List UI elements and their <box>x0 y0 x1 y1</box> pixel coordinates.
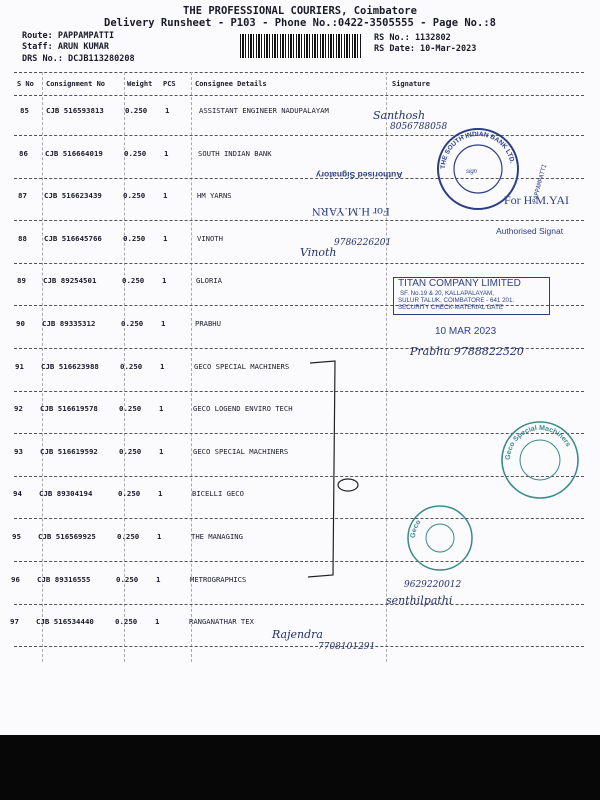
row-consignee: SOUTH INDIAN BANK <box>198 149 272 158</box>
table-header-rule <box>14 95 584 96</box>
row-pcs: 1 <box>159 404 164 413</box>
row-pcs: 1 <box>163 191 168 200</box>
row-rule <box>14 263 584 264</box>
row-consignee: HM YARNS <box>197 191 232 200</box>
row-pcs: 1 <box>157 532 162 541</box>
col-weight: Weight <box>127 80 153 88</box>
table-top-rule <box>14 72 584 73</box>
row-pcs: 1 <box>165 106 170 115</box>
row-rule <box>14 518 584 519</box>
row-rule <box>14 646 584 647</box>
row-pcs: 1 <box>155 617 160 626</box>
titan-name: TITAN COMPANY LIMITED <box>398 278 521 289</box>
row-consignment: CJB 89304194 <box>39 489 93 498</box>
row-sno: 85 <box>20 106 29 115</box>
row-rule <box>14 220 584 221</box>
row-pcs: 1 <box>156 575 161 584</box>
row-sno: 94 <box>13 489 22 498</box>
row-weight: 0.250 <box>120 362 143 371</box>
col-consignment: Consignment No <box>46 80 106 88</box>
row-consignment: CJB 516619578 <box>40 404 98 413</box>
row-consignment: CJB 516623439 <box>44 191 102 200</box>
row-rule <box>14 391 584 392</box>
geco-seal-text: Geco Special Machiners <box>504 424 572 461</box>
row-consignment: CJB 516664019 <box>45 149 103 158</box>
row-consignee: THE MANAGING <box>191 532 243 541</box>
row-weight: 0.250 <box>123 191 146 200</box>
bank-branch: PAPPAMPATTI <box>531 163 549 204</box>
bracket-mark <box>300 355 360 585</box>
bank-seal-text: THE SOUTH INDIAN BANK LTD. <box>439 130 516 170</box>
barcode <box>240 34 362 58</box>
row-sno: 95 <box>12 532 21 541</box>
row-consignee: GECO SPECIAL MACHINERS <box>194 362 290 371</box>
company-title: THE PROFESSIONAL COURIERS, Coimbatore <box>183 5 417 17</box>
row-pcs: 1 <box>160 362 165 371</box>
row-consignment: CJB 516645766 <box>44 234 102 243</box>
drs-number: DRS No.: DCJB113280208 <box>22 54 135 64</box>
staff-label: Staff: ARUN KUMAR <box>22 42 109 52</box>
row-pcs: 1 <box>161 319 166 328</box>
row-sno: 91 <box>15 362 24 371</box>
row-rule <box>14 604 584 605</box>
hm-yarn-stamp-inverted: For H.M.YARN <box>312 205 390 219</box>
row-sno: 92 <box>14 404 23 413</box>
row-pcs: 1 <box>158 489 163 498</box>
row-consignee: BICELLI GECO <box>192 489 244 498</box>
row-consignee: ASSISTANT ENGINEER NADUPALAYAM <box>199 106 329 115</box>
signature-88-name: Vinoth <box>300 246 337 259</box>
hm-yarn-authorised: Authorised Signat <box>496 226 564 236</box>
row-sno: 87 <box>18 191 27 200</box>
col-sno: S No <box>17 80 34 88</box>
signature-96-phone: 9629220012 <box>404 580 462 590</box>
signature-90: Prabhu 9788822520 <box>410 345 524 358</box>
row-pcs: 1 <box>159 447 164 456</box>
row-consignment: CJB 89316555 <box>37 575 91 584</box>
signature-96-name: senthilpathi <box>386 594 453 607</box>
row-consignee: GECO SPECIAL MACHINERS <box>193 447 289 456</box>
row-sno: 86 <box>19 149 28 158</box>
table-row <box>0 106 600 118</box>
runsheet-title: Delivery Runsheet - P103 - Phone No.:0422-3505555 - Page No.:8 <box>104 17 496 29</box>
bank-authorised-signatory: Authorised Signatory <box>316 170 403 180</box>
col-consignee: Consignee Details <box>195 80 267 88</box>
bank-seal-signature: sign <box>466 169 478 175</box>
hm-yarn-stamp: For H.M.YAI <box>504 193 570 207</box>
row-weight: 0.250 <box>119 447 142 456</box>
signature-97-phone: 7708101291 <box>318 642 376 652</box>
row-pcs: 1 <box>162 276 167 285</box>
svg-text:Geco Special Machiners <box>505 425 572 460</box>
titan-address-1: SF. No.19 & 20, KALLAPALAYAM, <box>400 290 494 297</box>
signature-88-phone: 9786226201 <box>334 238 392 248</box>
row-weight: 0.250 <box>125 106 148 115</box>
row-sno: 90 <box>16 319 25 328</box>
row-consignee: GLORIA <box>196 276 222 285</box>
row-weight: 0.250 <box>121 319 144 328</box>
row-sno: 88 <box>18 234 27 243</box>
row-weight: 0.250 <box>119 404 142 413</box>
row-consignee: METROGRAPHICS <box>190 575 247 584</box>
row-weight: 0.250 <box>118 489 141 498</box>
geco-seal-stamp-2 <box>402 500 478 576</box>
row-weight: 0.250 <box>115 617 138 626</box>
col-signature: Signature <box>392 80 430 88</box>
titan-address-3: SECURITY CHECK-MATERIAL GATE <box>398 304 503 311</box>
signature-97-name: Rajendra <box>272 628 323 641</box>
rs-date: RS Date: 10-Mar-2023 <box>374 44 477 54</box>
signature-85-phone: 8056788058 <box>390 122 448 132</box>
titan-stamp <box>393 277 550 315</box>
row-consignment: CJB 516534440 <box>36 617 94 626</box>
titan-address-2: SULUR TALUK, COIMBATORE - 641 201. <box>398 297 515 304</box>
row-sno: 93 <box>14 447 23 456</box>
row-consignment: CJB 89335312 <box>42 319 96 328</box>
row-consignment: CJB 516593813 <box>46 106 104 115</box>
geco-seal-stamp <box>498 418 582 502</box>
row-weight: 0.250 <box>123 234 146 243</box>
row-weight: 0.250 <box>117 532 140 541</box>
row-weight: 0.250 <box>124 149 147 158</box>
svg-text:THE SOUTH INDIAN BANK LTD. <box>440 131 516 169</box>
row-consignment: CJB 89254501 <box>43 276 97 285</box>
row-consignment: CJB 516569925 <box>38 532 96 541</box>
row-pcs: 1 <box>163 234 168 243</box>
row-consignee: RANGANATHAR TEX <box>189 617 254 626</box>
row-sno: 89 <box>17 276 26 285</box>
row-sno: 96 <box>11 575 20 584</box>
row-consignment: CJB 516623988 <box>41 362 99 371</box>
scan-border <box>0 735 600 800</box>
row-rule <box>14 561 584 562</box>
route-label: Route: PAPPAMPATTI <box>22 31 115 41</box>
geco-seal-text-2: Geco <box>409 518 423 539</box>
row-consignee: VINOTH <box>197 234 223 243</box>
row-sno: 97 <box>10 617 19 626</box>
row-consignment: CJB 516619592 <box>40 447 98 456</box>
row-weight: 0.250 <box>116 575 139 584</box>
rs-number: RS No.: 1132802 <box>374 33 451 43</box>
signature-85-name: Santhosh <box>373 109 426 122</box>
row-weight: 0.250 <box>122 276 145 285</box>
table-row <box>0 319 600 331</box>
row-consignee: GECO LOGEND ENVIRO TECH <box>193 404 293 413</box>
row-pcs: 1 <box>164 149 169 158</box>
row-consignee: PRABHU <box>195 319 221 328</box>
col-pcs: PCS <box>163 80 176 88</box>
titan-date-stamp: 10 MAR 2023 <box>435 326 497 337</box>
